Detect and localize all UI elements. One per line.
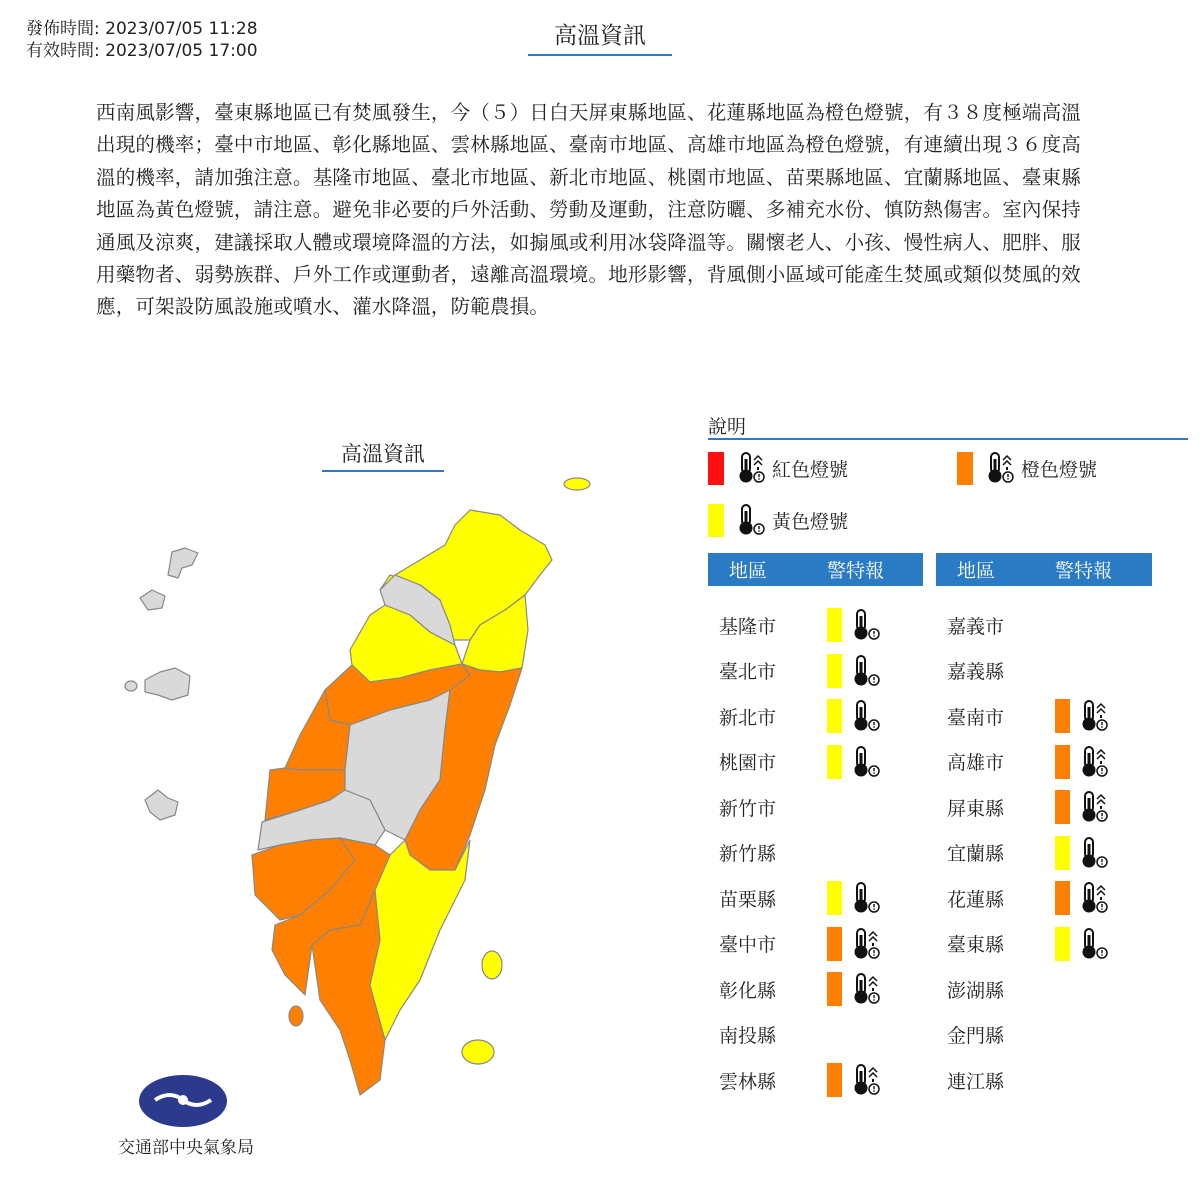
valid-time: 2023/07/05 17:00: [105, 41, 258, 61]
thermometer-high-icon: [1077, 789, 1109, 825]
region-name: 桃園市: [719, 752, 777, 774]
alert-swatch-orange: [1055, 699, 1070, 733]
region-row: [708, 696, 918, 736]
region-row: [936, 605, 1146, 645]
region-row: [708, 833, 918, 873]
region-name: 金門縣: [947, 1025, 1005, 1047]
island-penghu: [145, 790, 178, 820]
legend-item-yellow: [708, 503, 848, 537]
region-name: 臺南市: [947, 706, 1005, 729]
warning-message: 西南風影響，臺東縣地區已有焚風發生，今（５）日白天屏東縣地區、花蓮縣地區為橙色燈號，有３８度極端高溫出現的機率；臺中市地區、彰化縣地區、雲林縣地區、臺南市地區、高雄市地區為橙色燈號，有連續出現３６度高溫的機率，請加強注意。基隆市地區、臺北市地區、新北市地區、桃園市地區、苗栗縣地區、宜蘭縣地區、臺東縣地區為黃色燈號，請注意。避免非必要的戶外活動、勞動及運動，注意防曬、多補充水份、慎防熱傷害。室內保持通風及涼爽，建議採取人體或環境降溫的方法，如搧風或利用冰袋降溫等。關懷老人、小孩、慢性病人、肥胖、服用藥物者、弱勢族群、戶外工作或運動者，遠離高溫環境。地形影響，背風側小區域可能產生焚風或類似焚風的效應，可架設防風設施或噴水、灌水降溫，防範農損。: [96, 101, 1082, 319]
alert-swatch-orange: [1055, 790, 1070, 824]
thermometer-high-icon: [849, 1062, 881, 1098]
region-row: [708, 605, 918, 645]
region-name: 花蓮縣: [947, 888, 1005, 911]
region-row: [936, 787, 1146, 827]
region-name: 雲林縣: [719, 1070, 777, 1093]
island-matsu-a: [168, 548, 198, 578]
region-name: 高雄市: [947, 752, 1005, 774]
col-region-header: 地區: [957, 560, 996, 582]
region-row: [936, 742, 1146, 782]
issue-label: 發佈時間:: [26, 19, 100, 39]
org-name: 交通部中央氣象局: [118, 1138, 254, 1158]
alert-swatch-yellow: [827, 745, 842, 779]
region-name: 澎湖縣: [947, 979, 1005, 1002]
region-row: [936, 696, 1146, 736]
thermometer-icon: [849, 698, 881, 734]
thermometer-high-icon: [983, 451, 1015, 485]
thermometer-icon: [734, 503, 766, 537]
region-row: [936, 651, 1146, 691]
island-lesser-kinmen: [125, 681, 137, 691]
col-alert-header: 警特報: [1055, 560, 1113, 582]
island-orchid: [462, 1040, 494, 1064]
thermometer-icon: [849, 744, 881, 780]
thermometer-high-icon: [849, 926, 881, 962]
region-name: 連江縣: [947, 1070, 1005, 1093]
legend-swatch-red: [708, 452, 724, 485]
region-name: 新北市: [719, 706, 777, 729]
region-row: [936, 1060, 1146, 1100]
thermometer-icon: [849, 880, 881, 916]
alert-swatch-orange: [1055, 745, 1070, 779]
region-row: [936, 1015, 1146, 1055]
legend-swatch-yellow: [708, 504, 724, 537]
region-name: 新竹縣: [719, 843, 777, 865]
region-row: [936, 924, 1146, 964]
legend-title: 說明: [708, 416, 747, 438]
page-title: 高溫資訊: [554, 23, 646, 49]
legend-item-orange: [957, 451, 1097, 485]
thermometer-icon: [849, 653, 881, 689]
island-kinmen: [145, 668, 190, 700]
alert-swatch-orange: [827, 972, 842, 1006]
alert-swatch-yellow: [827, 608, 842, 642]
thermometer-high-icon: [1077, 698, 1109, 734]
region-row: [936, 878, 1146, 918]
alert-swatch-yellow: [827, 654, 842, 688]
cwb-logo-icon: [139, 1075, 227, 1127]
region-name: 新竹市: [719, 797, 777, 820]
region-row: [708, 651, 918, 691]
table-header-right: [936, 553, 1152, 586]
region-row: [708, 787, 918, 827]
region-name: 臺中市: [719, 934, 777, 956]
island-liuqiu: [289, 1006, 303, 1026]
table-header-left: [708, 553, 923, 586]
issue-time: 2023/07/05 11:28: [105, 19, 258, 39]
region-row: [708, 878, 918, 918]
col-alert-header: 警特報: [827, 560, 885, 582]
region-row: [708, 1015, 918, 1055]
col-region-header: 地區: [729, 560, 768, 582]
legend-item-red: [708, 451, 848, 485]
alert-swatch-yellow: [1055, 927, 1070, 961]
legend-swatch-orange: [957, 452, 973, 485]
thermometer-high-icon: [849, 971, 881, 1007]
region-name: 屏東縣: [947, 797, 1005, 820]
thermometer-high-icon: [1077, 880, 1109, 916]
island-green: [482, 951, 502, 979]
legend-label-orange: 橙色燈號: [1021, 458, 1098, 481]
valid-label: 有效時間:: [26, 41, 100, 61]
alert-swatch-orange: [827, 1063, 842, 1097]
region-row: [936, 833, 1146, 873]
thermometer-high-icon: [1077, 744, 1109, 780]
region-name: 宜蘭縣: [947, 843, 1005, 865]
region-row: [708, 1060, 918, 1100]
region-name: 臺東縣: [947, 934, 1005, 956]
region-name: 基隆市: [719, 615, 777, 638]
alert-swatch-yellow: [827, 699, 842, 733]
region-row: [936, 969, 1146, 1009]
map-title: 高溫資訊: [341, 442, 425, 466]
region-row: [708, 742, 918, 782]
region-name: 臺北市: [719, 661, 777, 683]
region-taitung: [370, 840, 470, 1040]
alert-swatch-orange: [1055, 881, 1070, 915]
region-name: 嘉義縣: [947, 661, 1005, 683]
thermometer-icon: [1077, 926, 1109, 962]
legend-underline: [708, 438, 1188, 440]
legend-label-red: 紅色燈號: [772, 458, 849, 481]
thermometer-icon: [849, 607, 881, 643]
region-name: 苗栗縣: [719, 888, 777, 911]
legend-label-yellow: 黃色燈號: [772, 510, 849, 533]
region-row: [708, 969, 918, 1009]
alert-swatch-yellow: [1055, 836, 1070, 870]
island-guishan: [564, 478, 590, 490]
thermometer-high-icon: [734, 451, 766, 485]
alert-swatch-yellow: [827, 881, 842, 915]
region-name: 南投縣: [719, 1025, 777, 1047]
island-matsu-b: [140, 590, 165, 610]
alert-swatch-orange: [827, 927, 842, 961]
region-name: 嘉義市: [947, 615, 1005, 638]
region-row: [708, 924, 918, 964]
region-name: 彰化縣: [719, 979, 777, 1002]
thermometer-icon: [1077, 835, 1109, 871]
